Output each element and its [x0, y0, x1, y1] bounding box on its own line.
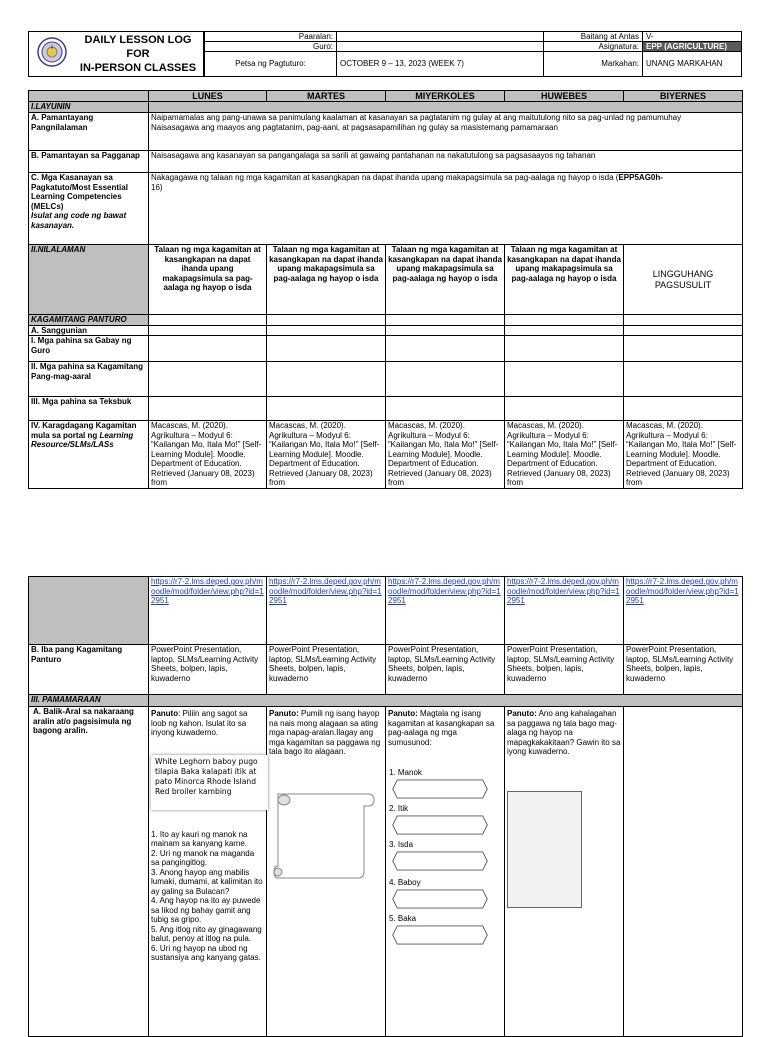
pamantayan-sa-pagganap-text: Naisasagawa ang kasanayan sa pangangalaga sa sarili at gawaing pantahanan na nakatutulong sa pagsasaayos ng tahanan: [149, 151, 743, 173]
kagamitang-panturo-section: KAGAMITANG PANTURO: [29, 315, 149, 326]
sanggunian-label: A. Sanggunian: [29, 325, 149, 336]
karagdagang-kagamitan-italic: Learning Resource/SLMs/LASs: [31, 430, 134, 449]
answer-box-2: [387, 815, 493, 835]
answer-box-4: [387, 889, 493, 909]
pamantayang-pangnilalaman-text: Naipamamalas ang pang-unawa sa panimulang kaalaman at kasanayan sa pagtatanim ng gulay at ang maitutulong nito sa pag-unlad ng pamumuhay: [151, 113, 682, 122]
iba-pang-kagamitan-martes: PowerPoint Presentation, laptop, SLMs/Learning Activity Sheets, bolpen, lapis, kuwaderno: [267, 645, 386, 695]
answer-box-3: [387, 851, 493, 871]
moodle-link-martes[interactable]: https://r7-2.lms.deped.gov.ph/moodle/mod/folder/view.php?id=12951: [269, 577, 382, 605]
nilalaman-huwebes: Talaan ng mga kagamitan at kasangkapan na dapat ihanda upang makapagsimula sa pag-aalaga ng hayop o isda: [505, 245, 624, 315]
wed-item-3: 3. Isda: [389, 840, 414, 849]
guro-label: Guro:: [204, 41, 337, 52]
petsa-value: OCTOBER 9 – 13, 2023 (WEEK 7): [336, 51, 544, 77]
nilalaman-biyernes: LINGGUHANG PAGSUSULIT: [624, 245, 743, 315]
iba-pang-kagamitan-biyernes: PowerPoint Presentation, laptop, SLMs/Learning Activity Sheets, bolpen, lapis, kuwaderno: [624, 645, 743, 695]
day-header-lunes: LUNES: [149, 91, 267, 102]
question-4: 4. Ang hayop na ito ay puwede sa likod ng bahay gamit ang tubig sa gripo.: [151, 896, 261, 924]
petsa-label: Petsa ng Pagtuturo:: [204, 51, 337, 77]
wed-item-4: 4. Baboy: [389, 878, 421, 887]
pamantayan-sa-pagganap-label: B. Pamantayan sa Pagganap: [29, 151, 149, 173]
melc-label: C. Mga Kasanayan sa Pagkatuto/Most Essential Learning Competencies (MELCs): [31, 173, 128, 211]
answer-sketch-box: [507, 791, 582, 908]
paaralan-label: Paaralan:: [204, 31, 337, 42]
panuto-text-huwebes: Ano ang kahalagahan sa paggawa ng tala bago mag-alaga ng hayop na mapagkakakitaan? Gawin ito sa iyong kuwaderno.: [507, 709, 621, 756]
panuto-text-miyerkoles: Magtala ng isang kagamitan at kasangkapan sa pag-aalaga ng mga sumusunod:: [388, 709, 495, 747]
question-2: 2. Uri ng manok na maganda sa pangingitlog.: [151, 848, 255, 867]
question-3: 3. Anong hayop ang mabilis lumaki, dumami, at kalimitan ito ay galing sa Bulacan?: [151, 867, 263, 896]
layunin-section: I.LAYUNIN: [29, 102, 149, 113]
day-header-miyerkoles: MIYERKOLES: [386, 91, 505, 102]
pamantayang-pangnilalaman-text-2: Naisasagawa ang maayos ang pagtatanim, pag-aani, at pagsasapamilihan ng gulay sa masistemang pamamaraan: [151, 122, 558, 132]
wed-item-5: 5. Baka: [389, 914, 417, 923]
panuto-label-lunes: Panuto: [151, 709, 179, 718]
scroll-graphic-icon: [272, 788, 376, 880]
markahan-value: UNANG MARKAHAN: [642, 51, 742, 77]
moodle-link-biyernes[interactable]: https://r7-2.lms.deped.gov.ph/moodle/mod/folder/view.php?id=12951: [626, 577, 739, 605]
melc-text: Nakagagawa ng talaan ng mga kagamitan at kasangkapan na dapat ihanda upang makapagsimula sa pag-aalaga ng hayop o isda (: [151, 173, 619, 182]
day-header-biyernes: BIYERNES: [624, 91, 743, 102]
nilalaman-section: II.NILALAMAN: [29, 245, 149, 315]
reference-miyerkoles: Macascas, M. (2020). Agrikultura – Modyul 6: “Kailangan Mo, Itala Mo!” [Self-Learning Module]. Moodle. Department of Education. Retrieved (January 08, 2023) from: [386, 421, 505, 489]
lesson-table-page-1: [28, 90, 743, 489]
melc-code: EPP5AG0h-: [618, 173, 663, 182]
question-6: 6. Uri ng hayop na ubod ng sustansiya ang kanyang gatas.: [151, 943, 261, 962]
moodle-link-miyerkoles[interactable]: https://r7-2.lms.deped.gov.ph/moodle/mod/folder/view.php?id=12951: [388, 577, 501, 605]
karagdagang-kagamitan-label: IV. Karagdagang Kagamitan mula sa portal ng: [31, 421, 137, 440]
question-5: 5. Ang itlog nito ay ginagawang balut, penoy at itlog na pula.: [151, 924, 262, 943]
reference-huwebes: Macascas, M. (2020). Agrikultura – Modyul 6: “Kailangan Mo, Itala Mo!” [Self-Learning Module]. Moodle. Department of Education. Retrieved (January 08, 2023) from: [505, 421, 624, 489]
iba-pang-kagamitan-lunes: PowerPoint Presentation, laptop, SLMs/Learning Activity Sheets, bolpen, lapis, kuwaderno: [149, 645, 267, 695]
moodle-link-huwebes[interactable]: https://r7-2.lms.deped.gov.ph/moodle/mod/folder/view.php?id=12951: [507, 577, 620, 605]
answer-box-5: [387, 925, 493, 945]
question-1: 1. Ito ay kauri ng manok na mainam sa kanyang karne.: [151, 829, 248, 848]
markahan-label: Markahan:: [543, 51, 643, 77]
nilalaman-martes: Talaan ng mga kagamitan at kasangkapan na dapat ihanda upang makapagsimula sa pag-aalaga ng hayop o isda: [267, 245, 386, 315]
pamamaraan-section: III. PAMAMARAAN: [29, 695, 149, 707]
balik-aral-label: A. Balik-Aral sa nakaraang aralin at/o pagsisimula ng bagong aralin.: [29, 707, 149, 1037]
panuto-label-martes: Panuto:: [269, 709, 299, 718]
reference-lunes: Macascas, M. (2020). Agrikultura – Modyul 6: “Kailangan Mo, Itala Mo!” [Self-Learning Module]. Moodle. Department of Education. Retrieved (January 08, 2023) from: [149, 421, 267, 489]
baitang-value: V-: [642, 31, 742, 42]
kagamitang-pang-mag-aaral-label: II. Mga pahina sa Kagamitang Pang-mag-aaral: [29, 362, 149, 397]
iba-pang-kagamitan-miyerkoles: PowerPoint Presentation, laptop, SLMs/Learning Activity Sheets, bolpen, lapis, kuwaderno: [386, 645, 505, 695]
panuto-text-martes: Pumili ng isang hayop na nais mong alagaan sa ating mga napag-aralan.Ilagay ang mga kagamitan sa paggawa ng tala bago ito alagaan.: [269, 709, 381, 756]
moodle-link-lunes[interactable]: https://r7-2.lms.deped.gov.ph/moodle/mod/folder/view.php?id=12951: [151, 577, 264, 605]
teksbuk-label: III. Mga pahina sa Teksbuk: [29, 397, 149, 421]
header-block: [28, 31, 742, 77]
pamantayang-pangnilalaman-label: A. Pamantayang Pangnilalaman: [29, 113, 149, 151]
iba-pang-kagamitan-label: B. Iba pang Kagamitang Panturo: [29, 645, 149, 695]
reference-biyernes: Macascas, M. (2020). Agrikultura – Modyul 6: “Kailangan Mo, Itala Mo!” [Self-Learning Module]. Moodle. Department of Education. Retrieved (January 08, 2023) from: [624, 421, 743, 489]
reference-martes: Macascas, M. (2020). Agrikultura – Modyul 6: “Kailangan Mo, Itala Mo!” [Self-Learning Module]. Moodle. Department of Education. Retrieved (January 08, 2023) from: [267, 421, 386, 489]
gabay-ng-guro-label: I. Mga pahina sa Gabay ng Guro: [29, 336, 149, 362]
panuto-label-huwebes: Panuto:: [507, 709, 537, 718]
panuto-label-miyerkoles: Panuto:: [388, 709, 418, 718]
nilalaman-lunes: Talaan ng mga kagamitan at kasangkapan na dapat ihanda upang makapagsimula sa pag-aalaga ng hayop o isda: [149, 245, 267, 315]
day-header-huwebes: HUWEBES: [505, 91, 624, 102]
iba-pang-kagamitan-huwebes: PowerPoint Presentation, laptop, SLMs/Learning Activity Sheets, bolpen, lapis, kuwaderno: [505, 645, 624, 695]
lesson-table-page-2: [28, 576, 743, 1037]
title-line-2: FOR: [126, 48, 150, 60]
baitang-label: Baitang at Antas: [543, 31, 643, 42]
nilalaman-miyerkoles: Talaan ng mga kagamitan at kasangkapan na dapat ihanda upang makapagsimula sa pag-aalaga ng hayop o isda: [386, 245, 505, 315]
asignatura-label: Asignatura:: [543, 41, 643, 52]
title-line-1: DAILY LESSON LOG: [84, 34, 192, 46]
wed-item-1: 1. Manok: [389, 768, 422, 777]
title-line-3: IN-PERSON CLASSES: [79, 62, 197, 74]
melc-text-end: 16): [151, 182, 163, 192]
panuto-text-lunes: : Piliin ang sagot sa loob ng kahon. Isulat ito sa inyong kuwaderno.: [151, 709, 248, 737]
deped-seal-icon: [37, 37, 67, 67]
word-choice-box: White Leghorn baboy pugo tilapia Baka kalapati itik at pato Minorca Rhode Island Red broiler kambing: [151, 755, 268, 810]
melc-note: Isulat ang code ng bawat kasanayan.: [31, 211, 127, 230]
title-box: [28, 31, 204, 77]
answer-box-1: [387, 779, 493, 799]
asignatura-value: EPP (AGRICULTURE): [642, 41, 742, 52]
day-header-martes: MARTES: [267, 91, 386, 102]
days-header-row: [29, 91, 743, 102]
wed-item-2: 2. Itik: [389, 804, 409, 813]
